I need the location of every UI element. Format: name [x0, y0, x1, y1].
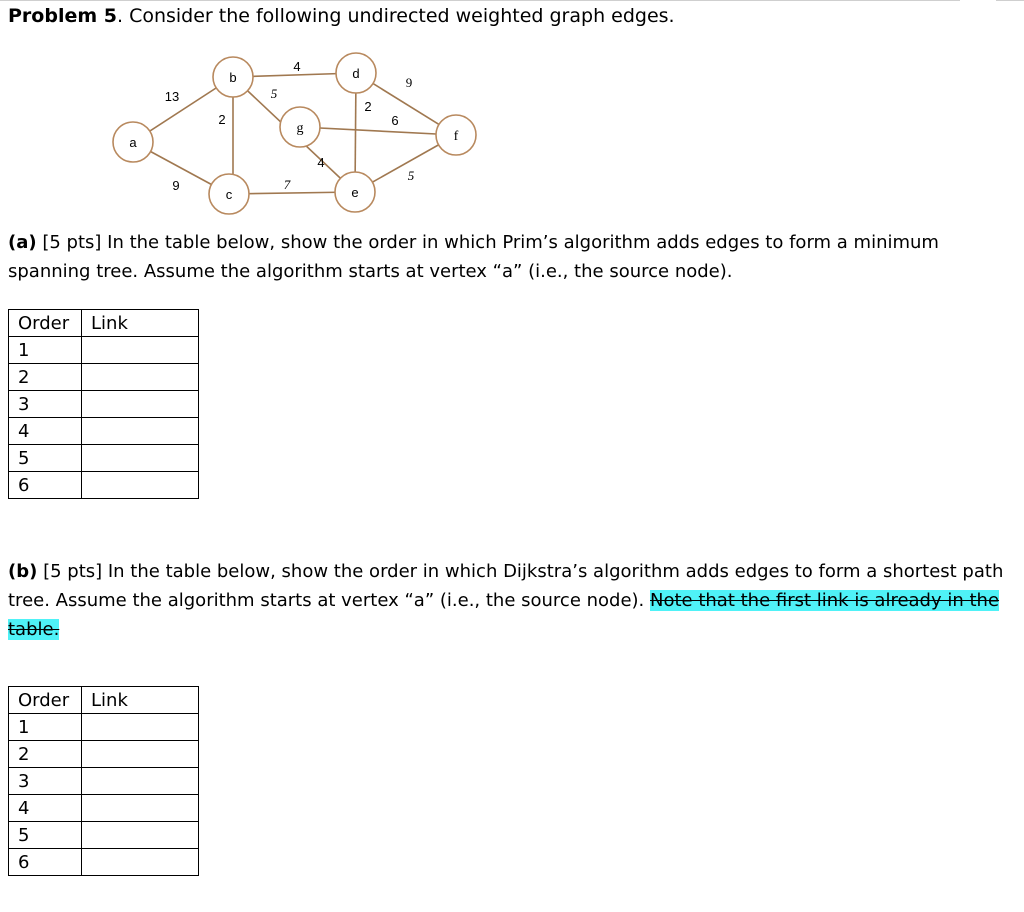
- weight-d-e: 2: [364, 99, 372, 114]
- link-cell[interactable]: [82, 418, 199, 445]
- part-b-label: (b): [8, 561, 38, 582]
- link-cell[interactable]: [82, 391, 199, 418]
- part-b-instructions: [8, 557, 1008, 644]
- node-label-c: c: [225, 187, 233, 202]
- weight-e-f: 5: [407, 168, 415, 183]
- edge-g-f: [300, 127, 456, 135]
- order-cell: 6: [9, 849, 82, 876]
- part-a-text: [5 pts] In the table below, show the order in which Prim’s algorithm adds edges to form a minimum spanning tree. Assume the algorithm starts at vertex “a” (i.e., the source node).: [8, 232, 939, 282]
- weight-b-c: 2: [218, 112, 226, 127]
- link-cell[interactable]: [82, 768, 199, 795]
- weight-a-b: 13: [164, 89, 180, 104]
- link-cell[interactable]: [82, 445, 199, 472]
- weight-b-e: 5: [270, 86, 278, 101]
- part-b-text: [5 pts] In the table below, show the order in which Dijkstra’s algorithm adds edges to form a shortest path tree. Assume the algorithm starts at vertex “a” (i.e., the source node).: [8, 561, 1004, 611]
- weight-a-c: 9: [172, 178, 180, 193]
- part-a-instructions: [8, 228, 1008, 286]
- top-rule: [0, 0, 1024, 1]
- problem-heading: [8, 4, 675, 28]
- weighted-graph: [100, 50, 500, 220]
- table-row: [9, 337, 199, 364]
- weight-g-f: 6: [391, 113, 399, 128]
- prim-order-table: [8, 309, 199, 499]
- table-row: [9, 849, 199, 876]
- order-cell: 3: [9, 391, 82, 418]
- node-label-d: d: [352, 66, 360, 81]
- weight-d-f: 9: [405, 75, 413, 90]
- problem-label: Problem 5: [8, 5, 117, 27]
- link-header: Link: [82, 687, 199, 714]
- table-row: [9, 445, 199, 472]
- table-row: [9, 822, 199, 849]
- order-header: Order: [9, 310, 82, 337]
- table-row: [9, 364, 199, 391]
- table-row: [9, 795, 199, 822]
- order-header: Order: [9, 687, 82, 714]
- node-label-g: g: [296, 121, 304, 136]
- link-header: Link: [82, 310, 199, 337]
- table-row: [9, 714, 199, 741]
- order-cell: 2: [9, 741, 82, 768]
- weight-b-d: 4: [293, 59, 301, 74]
- table-row: [9, 418, 199, 445]
- node-label-b: b: [229, 70, 237, 85]
- order-cell: 3: [9, 768, 82, 795]
- link-cell[interactable]: [82, 714, 199, 741]
- link-cell[interactable]: [82, 741, 199, 768]
- table-header-row: [9, 687, 199, 714]
- part-b-note: Note that the first link is already in the table.: [8, 590, 1000, 640]
- weight-g-e: 4: [317, 155, 325, 170]
- node-label-f: f: [453, 129, 459, 144]
- link-cell[interactable]: [82, 337, 199, 364]
- dijkstra-order-table: [8, 686, 199, 876]
- order-cell: 5: [9, 445, 82, 472]
- table-row: [9, 472, 199, 499]
- order-cell: 4: [9, 795, 82, 822]
- part-a-label: (a): [8, 232, 37, 253]
- problem-intro: . Consider the following undirected weighted graph edges.: [116, 5, 675, 27]
- order-cell: 6: [9, 472, 82, 499]
- order-cell: 4: [9, 418, 82, 445]
- table-row: [9, 741, 199, 768]
- weight-c-e: 7: [283, 177, 291, 192]
- link-cell[interactable]: [82, 364, 199, 391]
- order-cell: 1: [9, 714, 82, 741]
- link-cell[interactable]: [82, 849, 199, 876]
- link-cell[interactable]: [82, 795, 199, 822]
- link-cell[interactable]: [82, 822, 199, 849]
- table-row: [9, 768, 199, 795]
- table-header-row: [9, 310, 199, 337]
- node-label-a: a: [129, 135, 137, 150]
- order-cell: 2: [9, 364, 82, 391]
- node-label-e: e: [351, 185, 359, 200]
- table-row: [9, 391, 199, 418]
- order-cell: 5: [9, 822, 82, 849]
- order-cell: 1: [9, 337, 82, 364]
- link-cell[interactable]: [82, 472, 199, 499]
